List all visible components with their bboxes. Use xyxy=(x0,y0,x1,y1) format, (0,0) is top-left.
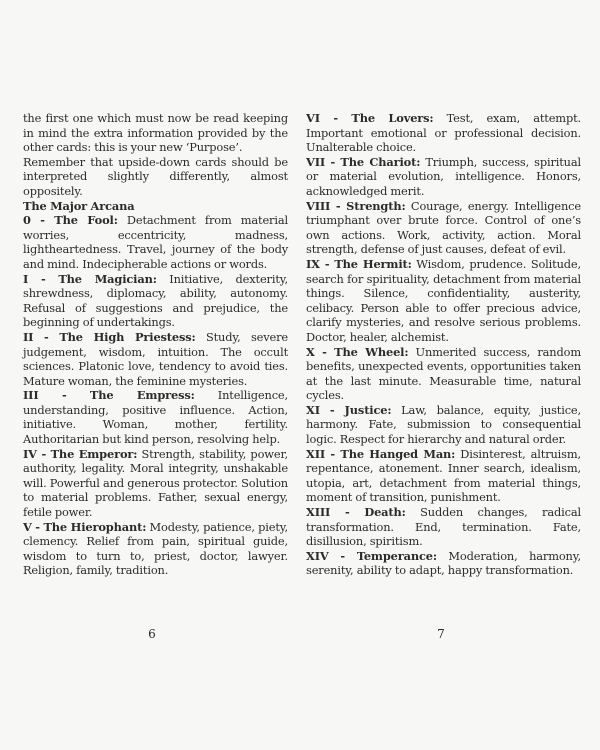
arcana-entry-wheel xyxy=(306,345,581,403)
arcana-entry-justice xyxy=(306,403,581,447)
arcana-entry-high-priestess xyxy=(23,330,288,388)
arcana-entry-strength xyxy=(306,199,581,257)
entry-text: Moderation, harmony, serenity, ability to adapt, happy transformation. xyxy=(306,548,581,578)
entry-text: Law, balance, equity, justice, harmony. Fate, submission to consequential logic. Respect for hierarchy and natural order. xyxy=(306,402,581,447)
entry-title: VII - The Chariot: xyxy=(306,154,421,169)
intro-paragraph: Remember that upside-down cards should be interpreted slightly differently, almost oppositely. xyxy=(23,154,288,198)
entry-text: Detachment from material worries, eccentricity, madness, lightheartedness. Travel, journey of the body and mind. Indecipherable actions or words. xyxy=(23,213,288,271)
entry-title: VIII - Strength: xyxy=(306,198,406,213)
entry-title: VI - The Lovers: xyxy=(306,111,434,125)
entry-title: XIII - Death: xyxy=(306,505,406,520)
entry-title: IX - The Hermit: xyxy=(306,256,412,271)
arcana-entry-empress xyxy=(23,388,288,446)
entry-title: I - The Magician: xyxy=(23,271,157,286)
entry-text: Initiative, dexterity, shrewdness, diplomacy, ability, autonomy. Refusal of suggestions and prejudice, the beginning of undertakings. xyxy=(23,271,289,330)
entry-title: XI - Justice: xyxy=(306,402,392,417)
entry-text: Unmerited success, random benefits, unexpected events, opportunities taken at the last minute. Measurable time, natural cycles. xyxy=(306,344,581,403)
entry-text: Wisdom, prudence. Solitude, search for spirituality, detachment from material things. Silence, confidentiality, austerity, celibacy. Person able to offer precious advice, clarify mysteries, and resolve serious problems. Doctor, healer, alchemist. xyxy=(306,256,581,344)
entry-text: Study, severe judgement, wisdom, intuition. The occult sciences. Platonic love, tendency to avoid ties. Mature woman, the feminine mysteries. xyxy=(23,329,288,388)
entry-text: Strength, stability, power, authority, legality. Moral integrity, unshakable will. Powerful and generous protector. Solution to material problems. Father, sexual energy, fetile power. xyxy=(23,446,288,520)
arcana-entry-death xyxy=(306,505,581,549)
entry-text: Triumph, success, spiritual or material evolution, intelligence. Honors, acknowledged merit. xyxy=(306,154,581,198)
entry-title: III - The Empress: xyxy=(23,388,195,403)
arcana-entry-emperor xyxy=(23,447,288,520)
arcana-entry-hermit xyxy=(306,257,581,345)
entry-title: II - The High Priestess: xyxy=(23,329,196,344)
entry-text: Courage, energy. Intelligence triumphant over brute force. Control of one’s own actions. Work, activity, action. Moral strength, defense of just causes, defeat of evil. xyxy=(306,198,581,257)
entry-title: XIV - Temperance: xyxy=(306,548,437,563)
entry-text: Test, exam, attempt. Important emotional or professional decision. Unalterable choice. xyxy=(306,111,582,155)
arcana-entry-lovers xyxy=(306,111,581,155)
entry-title: V - The Hierophant: xyxy=(23,519,147,534)
left-page xyxy=(23,111,288,578)
arcana-entry-magician xyxy=(23,272,288,330)
arcana-entry-chariot xyxy=(306,155,581,199)
entry-text: Sudden changes, radical transformation. End, termination. Fate, disillusion, spiritism. xyxy=(306,505,581,549)
entry-title: IV - The Emperor: xyxy=(23,446,138,461)
arcana-entry-hierophant xyxy=(23,520,288,578)
entry-text: Disinterest, altruism, repentance, atonement. Inner search, idealism, utopia, art, detachment from material things, moment of transition, punishment. xyxy=(306,446,581,505)
right-page xyxy=(306,111,581,578)
page-number-left: 6 xyxy=(148,627,156,641)
arcana-entry-fool xyxy=(23,213,288,271)
arcana-entry-temperance xyxy=(306,549,581,578)
entry-title: X - The Wheel: xyxy=(306,344,409,359)
entry-text: Intelligence, understanding, positive influence. Action, initiative. Woman, mother, fertility. Authoritarian but kind person, resolving help. xyxy=(23,388,288,447)
intro-paragraph: the first one which must now be read keeping in mind the extra information provided by the other cards: this is your new ‘Purpose’. xyxy=(23,111,288,155)
section-heading: The Major Arcana xyxy=(23,198,135,213)
page-number-right: 7 xyxy=(437,627,445,641)
entry-title: XII - The Hanged Man: xyxy=(306,446,456,461)
entry-text: Modesty, patience, piety, clemency. Relief from pain, spiritual guide, wisdom to turn to, priest, doctor, lawyer. Religion, family, tradition. xyxy=(23,519,288,578)
entry-title: 0 - The Fool: xyxy=(23,213,118,228)
arcana-entry-hanged-man xyxy=(306,447,581,505)
